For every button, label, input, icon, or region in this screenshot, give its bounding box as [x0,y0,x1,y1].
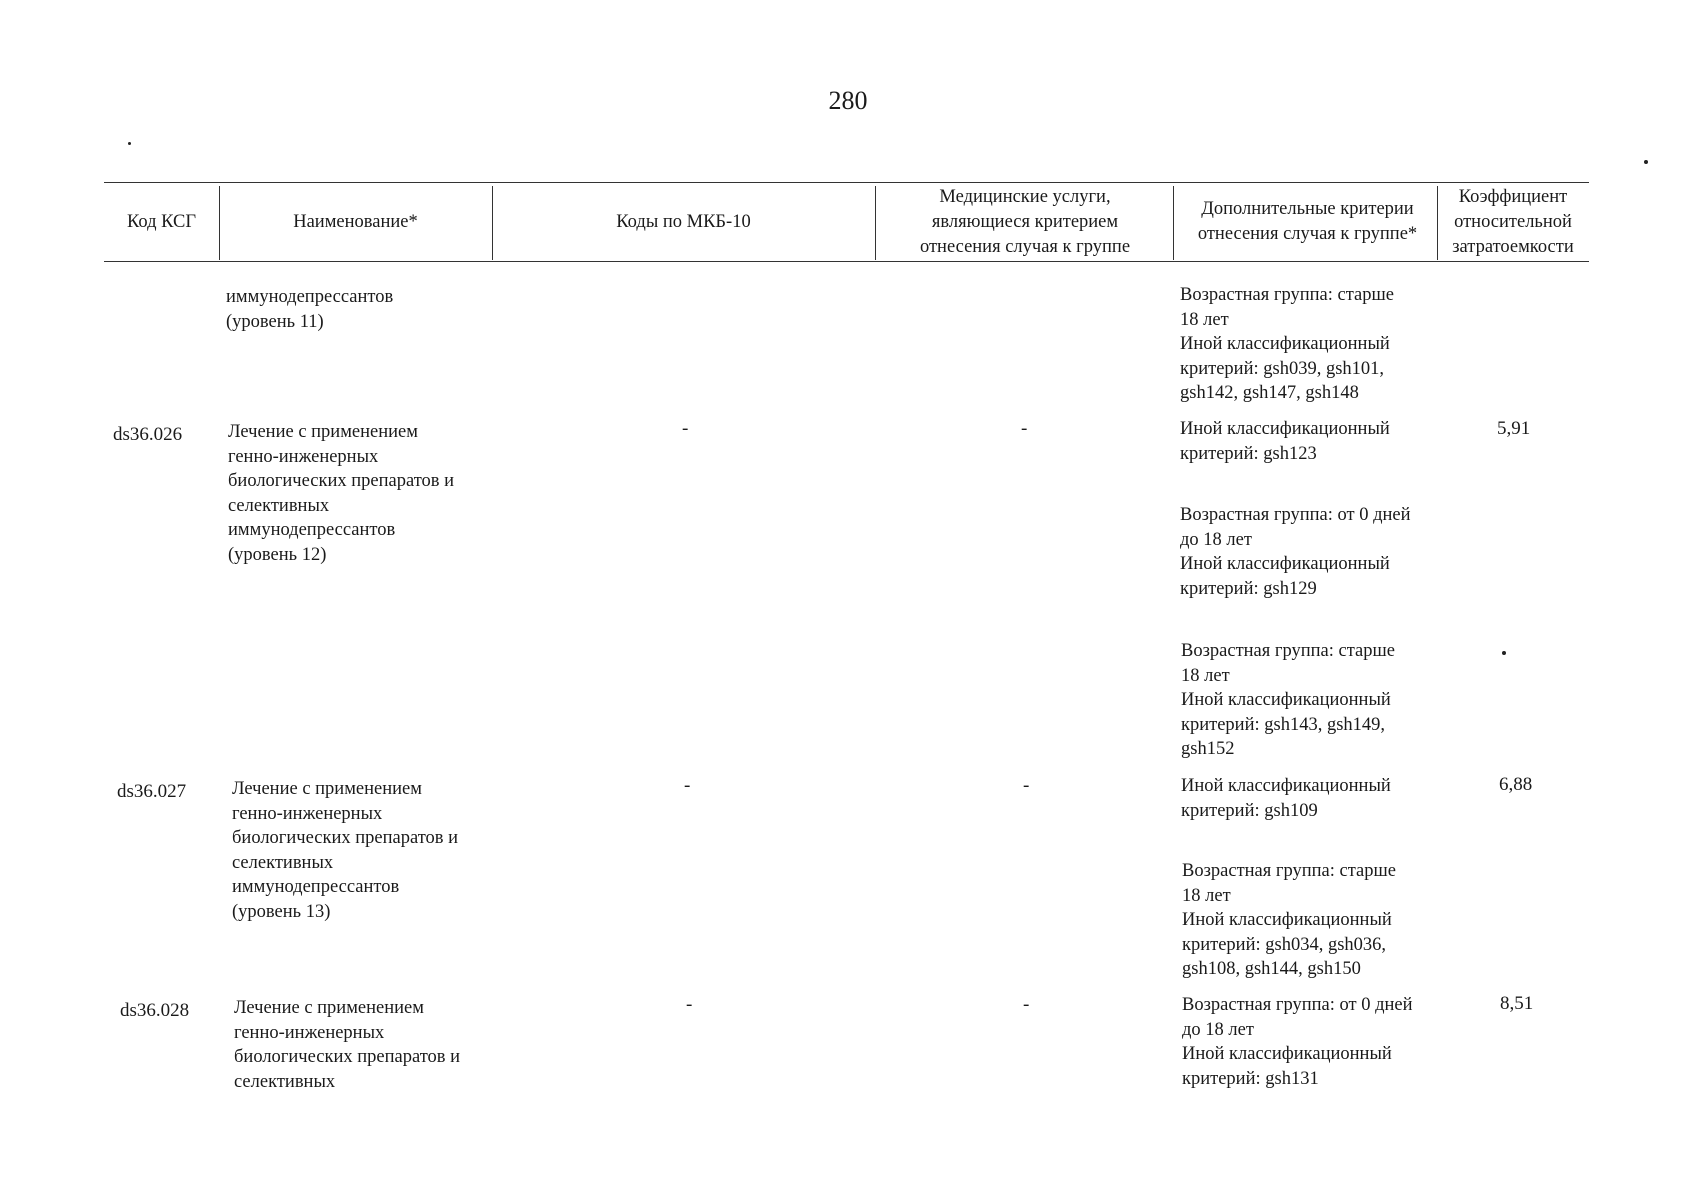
mkb-codes: - [682,418,689,439]
ksg-name: Лечение с применением генно-инженерных биологических препаратов и селективных [234,998,461,1092]
coefficient: 6,88 [1499,774,1533,795]
coefficient: 8,51 [1500,993,1534,1014]
ksg-name: Лечение с применением генно-инженерных биологических препаратов и селективных иммунодепрессантов (уровень 13) [232,779,459,922]
header-mkb: Коды по МКБ-10 [616,211,751,232]
continued-criteria: Возрастная группа: старше 18 лет Иной классификационный критерий: gsh039, gsh101, gsh142, gsh147, gsh148 [1180,285,1394,403]
header-top-rule [104,182,1589,183]
criteria-entry: Возрастная группа: от 0 дней до 18 лет Иной классификационный критерий: gsh131 [1182,995,1413,1089]
ksg-code: ds36.026 [113,424,183,445]
header-services: Медицинские услуги, являющиеся критерием отнесения случая к группе [919,186,1131,257]
coefficient: 5,91 [1497,418,1531,439]
medical-services: - [1023,775,1030,796]
ksg-code: ds36.028 [120,1000,190,1021]
ksg-code: ds36.027 [117,781,187,802]
criteria-entry: Возрастная группа: от 0 дней до 18 лет Иной классификационный критерий: gsh129 [1180,505,1411,599]
medical-services: - [1023,994,1030,1015]
header-bottom-rule [104,261,1589,262]
scan-speck [1644,160,1648,164]
mkb-codes: - [684,775,691,796]
criteria-entry: Иной классификационный критерий: gsh109 [1181,776,1391,821]
continued-name: иммунодепрессантов (уровень 11) [226,287,394,332]
mkb-codes: - [686,994,693,1015]
scan-speck [128,142,131,145]
column-divider [875,186,876,260]
criteria-entry: Возрастная группа: старше 18 лет Иной классификационный критерий: gsh143, gsh149, gsh152 [1181,641,1395,759]
column-divider [1173,186,1174,260]
header-code: Код КСГ [126,211,197,232]
page-number: 280 [828,86,868,115]
header-coefficient: Коэффициент относительной затратоемкости [1452,186,1574,257]
medical-services: - [1021,418,1028,439]
header-criteria: Дополнительные критерии отнесения случая к группе* [1197,199,1418,244]
ksg-name: Лечение с применением генно-инженерных биологических препаратов и селективных иммунодепрессантов (уровень 12) [228,422,455,565]
criteria-entry: Иной классификационный критерий: gsh123 [1180,419,1390,464]
header-name: Наименование* [293,211,418,232]
criteria-entry: Возрастная группа: старше 18 лет Иной классификационный критерий: gsh034, gsh036, gsh108, gsh144, gsh150 [1182,861,1396,979]
scan-speck [1502,651,1506,655]
